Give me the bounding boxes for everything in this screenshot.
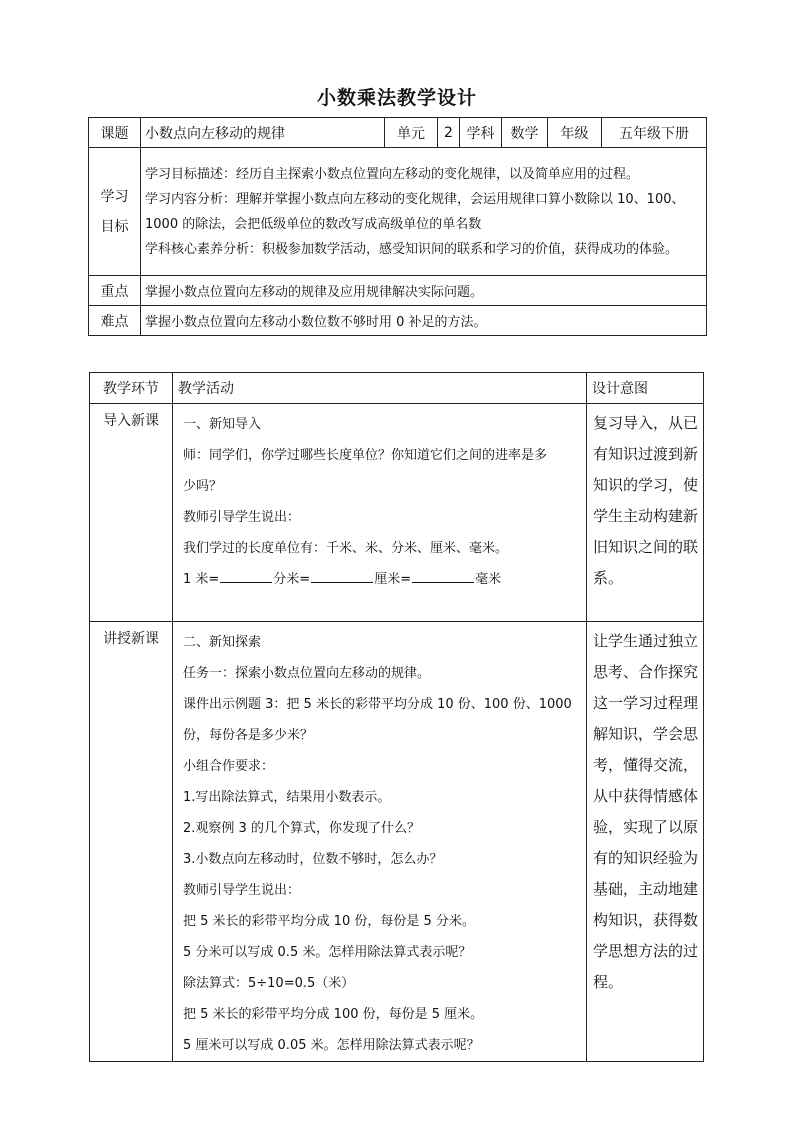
topic-label: 课题 [89,118,141,148]
difficulty-text: 掌握小数点位置向左移动小数位数不够时用 0 补足的方法。 [141,306,707,336]
grade-value: 五年级下册 [602,118,707,148]
fill-part-mm: 毫米 [475,572,502,587]
intro-line: 师：同学们，你学过哪些长度单位？你知道它们之间的进率是多 [183,448,548,463]
goal-content-analysis: 学习内容分析：理解并掌握小数点向左移动的变化规律，会运用规律口算小数除以 10、100、1000 的除法，会把低级单位的数改写成高级单位的单名数 [145,191,685,232]
lesson-info-table [88,117,707,336]
new-line: 把 5 米长的彩带平均分成 10 份，每份是 5 分米。 [183,914,475,929]
fill-blank[interactable] [220,569,272,583]
stage-intro-intent: 复习导入，从已有知识过渡到新知识的学习，使学生主动构建新旧知识之间的联系。 [587,404,704,622]
unit-fill-blank-line [183,564,578,595]
unit-label: 单元 [385,118,438,148]
fill-part-dm: 分米= [273,572,311,587]
grade-label: 年级 [548,118,602,148]
fill-part-cm: 厘米= [374,572,412,587]
new-line: 5 分米可以写成 0.5 米。怎样用除法算式表示呢？ [183,945,472,960]
goals-text [141,148,707,276]
key-text: 掌握小数点位置向左移动的规律及应用规律解决实际问题。 [141,276,707,306]
new-line: 5 厘米可以写成 0.05 米。怎样用除法算式表示呢？ [183,1038,480,1053]
intro-line: 我们学过的长度单位有：千米、米、分米、厘米、毫米。 [183,541,509,556]
topic-value: 小数点向左移动的规律 [141,118,385,148]
header-activity: 教学活动 [173,373,587,404]
new-line: 任务一：探索小数点位置向左移动的规律。 [183,666,431,681]
plan-row-new-lesson [90,622,704,1062]
goal-description: 学习目标描述：经历自主探索小数点位置向左移动的变化规律，以及简单应用的过程。 [145,166,640,182]
goal-core-literacy: 学科核心素养分析：积极参加数学活动，感受知识间的联系和学习的价值，获得成功的体验。 [145,241,679,257]
new-line: 3.小数点向左移动时，位数不够时，怎么办？ [183,852,443,867]
new-line: 除法算式：5÷10=0.5（米） [183,976,355,991]
intro-line: 少吗？ [183,479,223,494]
stage-intro-activity [173,404,587,622]
intro-line: 教师引导学生说出： [183,510,301,525]
unit-value: 2 [438,118,460,148]
info-row-difficulty [89,306,707,336]
plan-header-row [90,373,704,404]
new-line: 2.观察例 3 的几个算式，你发现了什么？ [183,821,420,836]
difficulty-label: 难点 [89,306,141,336]
goals-label-line2: 目标 [100,218,129,235]
new-line: 小组合作要求： [183,759,275,774]
info-row-key [89,276,707,306]
new-line: 教师引导学生说出： [183,883,301,898]
new-line: 份，每份各是多少米？ [183,728,314,743]
subject-value: 数学 [502,118,548,148]
header-stage: 教学环节 [90,373,173,404]
goals-label-line1: 学习 [100,188,129,205]
new-line: 1.写出除法算式，结果用小数表示。 [183,790,391,805]
document-title: 小数乘法教学设计 [316,87,477,109]
fill-blank[interactable] [311,569,373,583]
intro-heading: 一、新知导入 [183,417,262,432]
stage-new-intent: 让学生通过独立思考、合作探究这一学习过程理解知识，学会思考，懂得交流，从中获得情感体验，实现了以原有的知识经验为基础，主动地建构知识，获得数学思想方法的过程。 [587,622,704,1062]
new-line: 把 5 米长的彩带平均分成 100 份，每份是 5 厘米。 [183,1007,484,1022]
stage-new-activity [173,622,587,1062]
fill-part-meter: 1 米= [183,572,220,587]
plan-row-intro [90,404,704,622]
info-row-goals [89,148,707,276]
subject-label: 学科 [460,118,502,148]
stage-intro-name: 导入新课 [90,404,173,622]
key-label: 重点 [89,276,141,306]
info-row-topic [89,118,707,148]
header-intent: 设计意图 [587,373,704,404]
stage-new-name: 讲授新课 [90,622,173,1062]
fill-blank[interactable] [412,569,474,583]
teaching-plan-table [89,372,704,1062]
goals-label [89,148,141,276]
new-line: 课件出示例题 3：把 5 米长的彩带平均分成 10 份、100 份、1000 [183,697,572,712]
new-heading: 二、新知探索 [183,635,262,650]
